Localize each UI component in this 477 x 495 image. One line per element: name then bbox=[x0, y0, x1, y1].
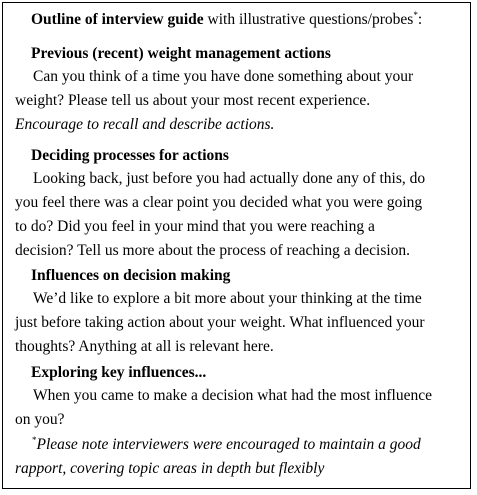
footnote-line bbox=[15, 457, 421, 481]
section-body bbox=[0, 65, 477, 137]
section-body bbox=[0, 384, 477, 432]
guide-heading-colon: : bbox=[417, 11, 423, 28]
section-instruction-line: Encourage to recall and describe actions. bbox=[15, 116, 275, 133]
section-title: Previous (recent) weight management actions bbox=[31, 45, 331, 62]
section-influences bbox=[0, 265, 477, 359]
section-body-line: Looking back, just before you had actually done any of this, do bbox=[33, 170, 426, 187]
section-body-line: just before taking action about your weight. What influenced your bbox=[15, 314, 425, 331]
footnote-text: Please note interviewers were encouraged to maintain a good bbox=[36, 436, 421, 453]
section-body bbox=[0, 287, 477, 359]
section-deciding-processes bbox=[0, 145, 477, 263]
section-previous-actions bbox=[0, 43, 477, 137]
footnote-marker: * bbox=[32, 435, 37, 445]
section-body bbox=[0, 167, 477, 263]
guide-heading-bold: Outline of interview guide bbox=[31, 11, 204, 28]
guide-heading-rest: with illustrative questions/probes bbox=[203, 11, 414, 28]
section-body-line: thoughts? Anything at all is relevant here. bbox=[15, 338, 274, 355]
section-body-line: weight? Please tell us about your most recent experience. bbox=[15, 92, 371, 109]
guide-heading bbox=[31, 11, 422, 29]
footnote bbox=[15, 433, 421, 481]
section-title: Influences on decision making bbox=[31, 267, 231, 284]
section-title: Deciding processes for actions bbox=[31, 147, 229, 164]
section-body-line: you feel there was a clear point you decided what you were going bbox=[15, 194, 423, 211]
section-body-line: Can you think of a time you have done something about your bbox=[33, 68, 414, 85]
section-body-line: on you? bbox=[15, 411, 65, 428]
section-body-line: decision? Tell us more about the process of reaching a decision. bbox=[15, 242, 411, 259]
section-body-line: When you came to make a decision what had the most influence bbox=[33, 387, 432, 404]
footnote-line bbox=[15, 433, 421, 457]
section-body-line: to do? Did you feel in your mind that you were reaching a bbox=[15, 218, 375, 235]
section-body-line: We’d like to explore a bit more about your thinking at the time bbox=[33, 290, 422, 307]
guide-heading-marker: * bbox=[413, 10, 418, 20]
section-key-influences bbox=[0, 362, 477, 432]
footnote-text: rapport, covering topic areas in depth but flexibly bbox=[15, 460, 325, 477]
section-title: Exploring key influences... bbox=[31, 364, 207, 381]
